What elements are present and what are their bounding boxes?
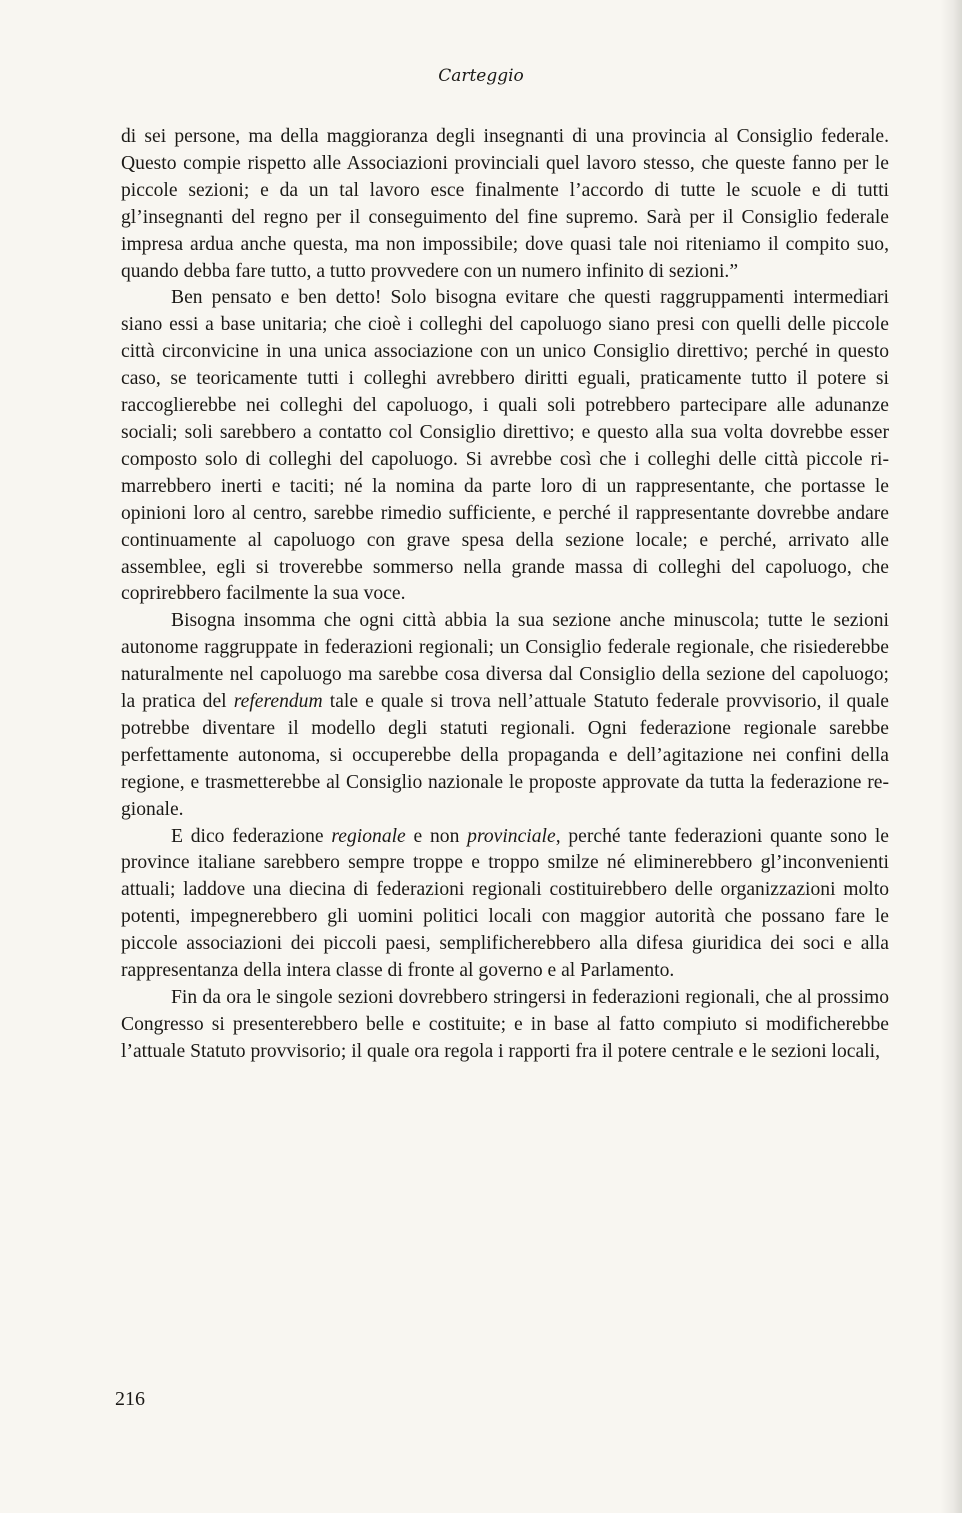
text-run: Fin da ora le singole sezioni dovrebbero stringersi in federazioni regionali, che al prossimo Congresso si presenterebbero belle e costituite; e in base al fatto compiuto si modificherebbe l’attuale Statuto provvisorio; il quale ora regola i rapporti fra il potere centrale e le sezioni locali, bbox=[121, 987, 889, 1062]
text-run: Bisogna insomma che ogni città abbia la sua sezione anche minuscola; tutte le sezioni autonome raggruppate in federazioni regionali; un Consiglio federale regionale, che risiederebbe naturalmente nel capoluogo ma sarebbe cosa diversa dal Consiglio della sezione del capoluogo; la pratica del bbox=[121, 610, 889, 713]
text-run: tale e quale si trova nell’attuale Statuto federale provvisorio, il quale potrebbe diventare il modello degli statuti regionali. Ogni federazione regionale sarebbe perfettamente autonoma, si occuperebbe della propaganda e dell’agitazione nei confini della regione, e trasmetterebbe al Consiglio nazionale le proposte approvate da tutta la federazione regionale. bbox=[121, 691, 889, 820]
paragraph bbox=[121, 985, 889, 1066]
page-edge-shadow bbox=[940, 0, 962, 1513]
italic-term-provinciale: provinciale bbox=[467, 825, 556, 847]
text-run: Ben pensato e ben detto! Solo bisogna evitare che questi raggruppamenti intermediari siano essi a base unitaria; che cioè i colleghi del capoluogo siano presi con quelli delle piccole città circonvicine in una unica associazione con un unico Consiglio direttivo; perché in questo caso, se teoricamente tutti i colleghi avrebbero diritti eguali, praticamente tutto il potere si raccoglierebbe nei colleghi del capoluogo, i quali soli potrebbero partecipare alle adunanze sociali; soli sarebbero a contatto col Consiglio direttivo; e questo alla sua volta dovrebbe esser composto solo di colleghi del capoluogo. Si avrebbe così che i colleghi delle città piccole rimarrebbero inerti e taciti; né la nomina da parte loro di un rappresentante, che portasse le opinioni loro al centro, sarebbe rimedio sufficiente, e perché il rappresentante dovrebbe andare continuamente al capoluogo con grave spesa della sezione locale; e perché, arrivato alle assemblee, egli si troverebbe sommerso nella grande massa di colleghi del capoluogo, che coprirebbero facilmente la sua voce. bbox=[121, 287, 889, 605]
text-run: , perché tante federazioni quante sono le province italiane sarebbero sempre troppe e troppo smilze né eliminerebbero gl’inconvenienti attuali; laddove una diecina di federazioni regionali costituirebbero delle organizzazioni molto potenti, impegnerebbero gli uomini politici locali con maggior autorità che possano fare le piccole associazioni dei piccoli paesi, semplificherebbero alla difesa giuridica dei soci e alla rappresentanza della intera classe di fronte al governo e al Parlamento. bbox=[121, 825, 889, 982]
italic-term-regionale: regionale bbox=[331, 825, 406, 847]
running-header: Carteggio bbox=[438, 66, 524, 86]
text-run: di sei persone, ma della maggioranza degli insegnanti di una provincia al Consiglio federale. Questo compie rispetto alle Associazioni provinciali quel lavoro stesso, che queste fanno per le piccole sezioni; e da un tal lavoro esce finalmente l’accordo di tutte le scuole e di tutti gl’insegnanti del regno per il conseguimento del fine supremo. Sarà per il Consiglio federale impresa ardua anche questa, ma non impossibile; dove quasi tale noi riteniamo il compito suo, quando debba fare tutto, a tutto provvedere con un numero infinito di sezioni.” bbox=[121, 126, 889, 282]
text-run: e non bbox=[405, 825, 468, 847]
page-number: 216 bbox=[115, 1388, 145, 1410]
body-text bbox=[121, 124, 889, 1066]
paragraph bbox=[121, 285, 889, 608]
paragraph bbox=[121, 824, 889, 985]
italic-term-referendum: referendum bbox=[233, 691, 323, 713]
paragraph bbox=[121, 608, 889, 823]
paragraph bbox=[121, 124, 889, 285]
text-run: E dico federazione bbox=[171, 825, 332, 847]
